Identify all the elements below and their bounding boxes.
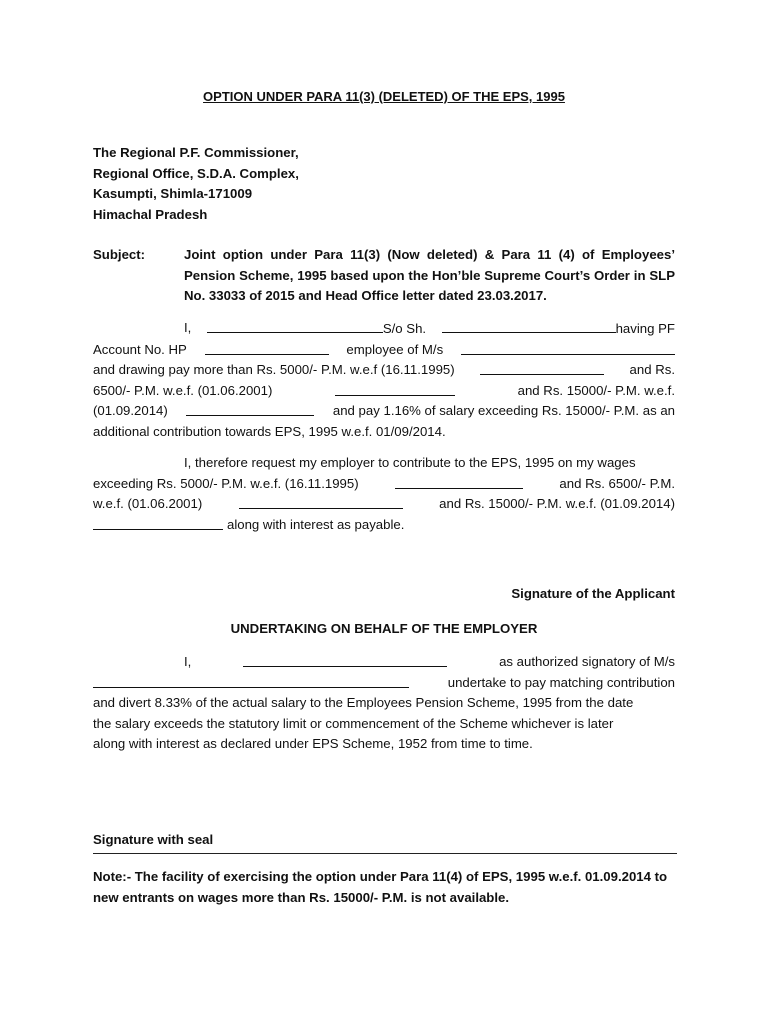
text: I,	[184, 654, 192, 669]
address-line: Himachal Pradesh	[93, 206, 208, 222]
employer-name-blank[interactable]	[461, 340, 675, 355]
text: S/o Sh.	[382, 321, 427, 336]
text: along with interest as declared under EPS Scheme, 1952 from time to time.	[93, 736, 533, 751]
text: undertake to pay matching contribution	[447, 674, 675, 690]
text: and Rs. 15000/- P.M. w.e.f.	[517, 382, 675, 398]
subject-text: Joint option under Para 11(3) (Now deleted) & Para 11 (4) of Employees’ Pension Scheme, 1995 based upon the Hon’ble Supreme Court’s Order in SLP No. 33033 of 2015 and Head Office letter dated 23.03.2017.	[184, 247, 675, 303]
wages-1995-blank[interactable]	[395, 474, 523, 489]
text: and Rs. 15000/- P.M. w.e.f. (01.09.2014)	[439, 496, 675, 511]
date-2001-blank[interactable]	[335, 381, 455, 396]
text: (01.09.2014)	[93, 403, 168, 418]
text: I, therefore request my employer to contribute to the EPS, 1995 on my wages	[184, 455, 636, 470]
employer-undertaking	[93, 652, 675, 755]
wages-2001-blank[interactable]	[239, 494, 403, 509]
applicant-declaration	[93, 318, 675, 442]
date-1995-blank[interactable]	[480, 360, 604, 375]
text: employee of M/s	[346, 341, 444, 357]
text: 6500/- P.M. w.e.f. (01.06.2001)	[93, 382, 273, 398]
pf-account-blank[interactable]	[205, 340, 329, 355]
divider	[93, 853, 677, 854]
employer-firm-blank[interactable]	[93, 673, 409, 688]
date-2014-blank[interactable]	[186, 401, 314, 416]
text: and drawing pay more than Rs. 5000/- P.M. w.e.f (16.11.1995)	[93, 362, 455, 377]
subject-label: Subject:	[93, 247, 146, 262]
address-line: Regional Office, S.D.A. Complex,	[93, 165, 299, 181]
father-name-blank[interactable]	[442, 318, 616, 333]
address-line: The Regional P.F. Commissioner,	[93, 145, 299, 160]
text: w.e.f. (01.06.2001)	[93, 496, 203, 511]
text: as authorized signatory of M/s	[499, 654, 675, 669]
recipient-address	[93, 143, 299, 225]
text: exceeding Rs. 5000/- P.M. w.e.f. (16.11.1995)	[93, 475, 359, 491]
wages-2014-blank[interactable]	[93, 515, 223, 530]
undertaking-title: UNDERTAKING ON BEHALF OF THE EMPLOYER	[230, 621, 538, 636]
text: and Rs. 6500/- P.M.	[559, 475, 675, 491]
text: and divert 8.33% of the actual salary to the Employees Pension Scheme, 1995 from the date	[93, 695, 634, 710]
text: the salary exceeds the statutory limit or commencement of the Scheme whichever is later	[93, 715, 614, 731]
note: Note:- The facility of exercising the option under Para 11(4) of EPS, 1995 w.e.f. 01.09.2014 to new entrants on wages more than Rs. 15000/- P.M. is not available.	[93, 869, 668, 905]
text: having PF	[615, 321, 675, 336]
text: and Rs.	[629, 362, 675, 377]
signature-with-seal-label: Signature with seal	[93, 832, 214, 847]
employer-request	[93, 453, 675, 535]
applicant-signature-label: Signature of the Applicant	[511, 586, 675, 601]
text: Account No. HP	[93, 341, 187, 357]
text: additional contribution towards EPS, 1995 w.e.f. 01/09/2014.	[93, 423, 446, 439]
name-blank[interactable]	[207, 318, 383, 333]
address-line: Kasumpti, Shimla-171009	[93, 186, 253, 201]
text: along with interest as payable.	[227, 516, 405, 532]
text: and pay 1.16% of salary exceeding Rs. 15000/- P.M. as an	[332, 403, 675, 418]
signatory-name-blank[interactable]	[243, 652, 447, 667]
text: I,	[184, 320, 192, 335]
document-title: OPTION UNDER PARA 11(3) (DELETED) OF THE EPS, 1995	[203, 89, 565, 104]
